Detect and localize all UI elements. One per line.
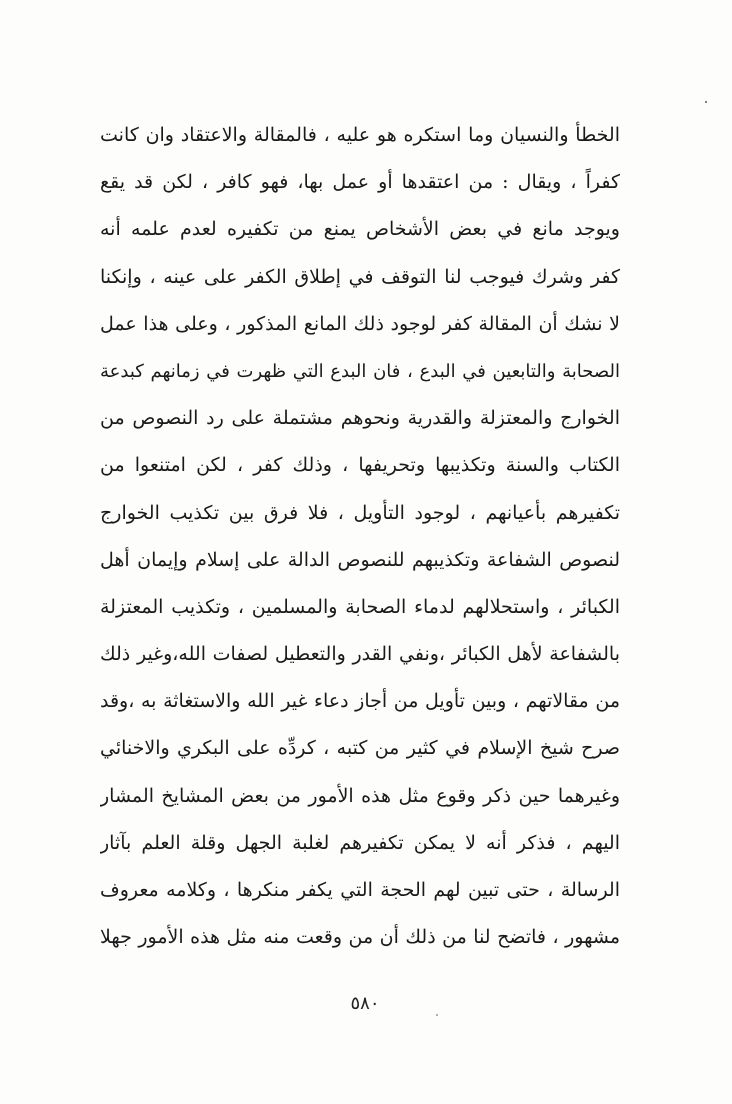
paper-speck: [705, 101, 707, 103]
text-line: اليهم ، فذكر أنه لا يمكن تكفيرهم لغلبة الجهل وقلة العلم بآثار: [100, 831, 620, 854]
text-line: الرسالة ، حتى تبين لهم الحجة التي يكفر منكرها ، وكلامه معروف: [100, 879, 620, 901]
text-line: من مقالاتهم ، وبين تأويل من أجاز دعاء غير الله والاستغاثة به ،وقد: [100, 690, 620, 713]
text-line: تكفيرهم بأعيانهم ، لوجود التأويل ، فلا فرق بين تكذيب الخوارج: [100, 501, 620, 524]
page-number: ٥٨٠: [350, 993, 380, 1014]
paper-dot: [436, 1014, 438, 1016]
text-line: مشهور ، فاتضح لنا من ذلك أن من وقعت منه مثل هذه الأمور جهلا: [100, 926, 620, 949]
text-line: الكتاب والسنة وتكذيبها وتحريفها ، وذلك كفر ، لكن امتنعوا من: [100, 454, 620, 477]
text-line: الصحابة والتابعين في البدع ، فان البدع التي ظهرت في زمانهم كبدعة: [100, 360, 620, 382]
text-line: كفراً ، ويقال : من اعتقدها أو عمل بها، فهو كافر ، لكن قد يقع: [100, 171, 620, 194]
text-line: ويوجد مانع في بعض الأشخاص يمنع من تكفيره لعدم علمه أنه: [100, 218, 620, 241]
body-text: [100, 112, 620, 961]
text-line: كفر وشرك فيوجب لنا التوقف في إطلاق الكفر على عينه ، وإنكنا: [100, 265, 620, 288]
text-line: وغيرهما حين ذكر وقوع مثل هذه الأمور من بعض المشايخ المشار: [100, 784, 620, 807]
text-line: لنصوص الشفاعة وتكذيبهم للنصوص الدالة على إسلام وإيمان أهل: [100, 548, 620, 571]
text-line: الخوارج والمعتزلة والقدرية ونحوهم مشتملة على رد النصوص من: [100, 407, 620, 430]
text-line: بالشفاعة لأهل الكبائر ،ونفي القدر والتعطيل لصفات الله،وغير ذلك: [100, 643, 620, 666]
text-line: لا نشك أن المقالة كفر لوجود ذلك المانع المذكور ، وعلى هذا عمل: [100, 312, 620, 335]
text-line: الكبائر ، واستحلالهم لدماء الصحابة والمسلمين ، وتكذيب المعتزلة: [100, 595, 620, 618]
text-line: صرح شيخ الإسلام في كثير من كتبه ، كردِّه على البكري والاخنائي: [100, 737, 620, 760]
text-line: الخطأ والنسيان وما استكره هو عليه ، فالمقالة والاعتقاد وان كانت: [100, 124, 620, 146]
